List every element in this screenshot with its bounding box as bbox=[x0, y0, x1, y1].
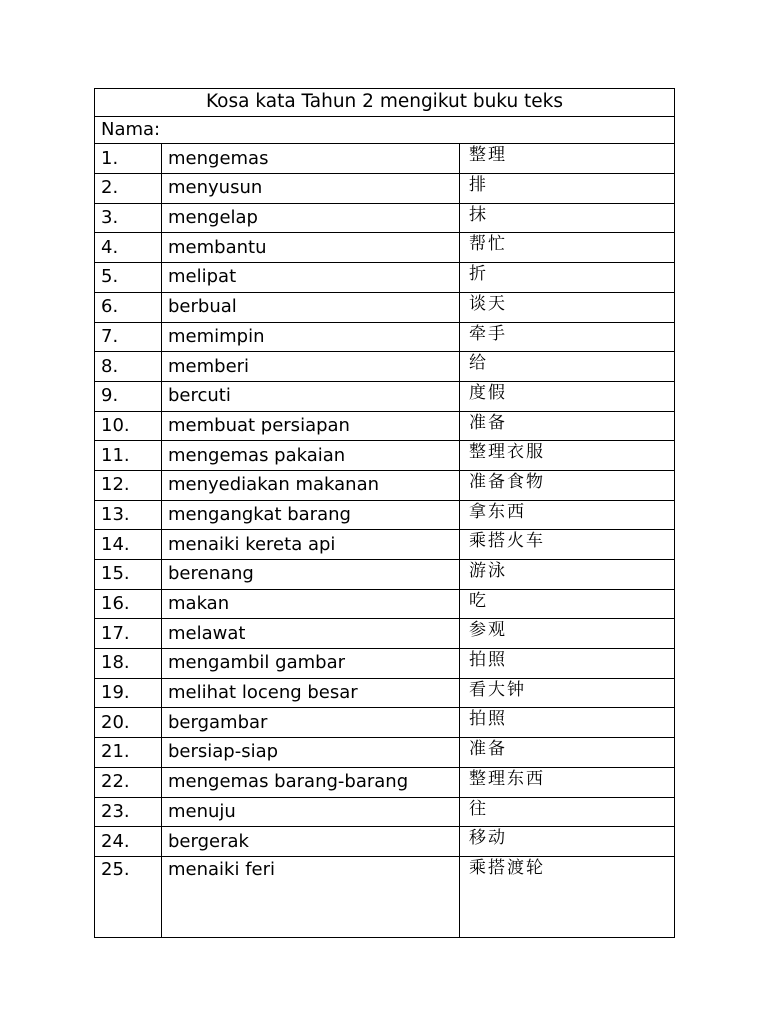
malay-word: bergambar bbox=[162, 708, 460, 738]
chinese-translation: 游泳 bbox=[460, 560, 675, 590]
malay-word: bergerak bbox=[162, 827, 460, 857]
row-number: 12. bbox=[95, 470, 162, 500]
table-row bbox=[95, 322, 675, 352]
malay-word: berbual bbox=[162, 292, 460, 322]
malay-word: menuju bbox=[162, 797, 460, 827]
row-number: 16. bbox=[95, 589, 162, 619]
table-row bbox=[95, 827, 675, 857]
table-row bbox=[95, 203, 675, 233]
chinese-translation: 往 bbox=[460, 797, 675, 827]
malay-word: mengambil gambar bbox=[162, 649, 460, 679]
table-row bbox=[95, 619, 675, 649]
malay-word: menyusun bbox=[162, 174, 460, 204]
malay-word: mengemas pakaian bbox=[162, 441, 460, 471]
malay-word: berenang bbox=[162, 560, 460, 590]
malay-word: makan bbox=[162, 589, 460, 619]
malay-word: bersiap-siap bbox=[162, 738, 460, 768]
vocabulary-table-body bbox=[95, 89, 675, 938]
malay-word: memimpin bbox=[162, 322, 460, 352]
table-row bbox=[95, 589, 675, 619]
chinese-translation: 准备 bbox=[460, 738, 675, 768]
table-row bbox=[95, 411, 675, 441]
chinese-translation: 拿东西 bbox=[460, 500, 675, 530]
row-number: 19. bbox=[95, 678, 162, 708]
chinese-translation: 准备食物 bbox=[460, 470, 675, 500]
row-number: 14. bbox=[95, 530, 162, 560]
vocabulary-table bbox=[94, 88, 675, 938]
chinese-translation: 排 bbox=[460, 174, 675, 204]
row-number: 25. bbox=[95, 856, 162, 937]
chinese-translation: 移动 bbox=[460, 827, 675, 857]
table-row bbox=[95, 470, 675, 500]
table-row bbox=[95, 856, 675, 937]
malay-word: membuat persiapan bbox=[162, 411, 460, 441]
malay-word: membantu bbox=[162, 233, 460, 263]
table-row bbox=[95, 381, 675, 411]
chinese-translation: 吃 bbox=[460, 589, 675, 619]
row-number: 5. bbox=[95, 263, 162, 293]
malay-word: melipat bbox=[162, 263, 460, 293]
row-number: 20. bbox=[95, 708, 162, 738]
row-number: 11. bbox=[95, 441, 162, 471]
malay-word: bercuti bbox=[162, 381, 460, 411]
row-number: 17. bbox=[95, 619, 162, 649]
chinese-translation: 拍照 bbox=[460, 708, 675, 738]
row-number: 18. bbox=[95, 649, 162, 679]
malay-word: mengemas bbox=[162, 144, 460, 174]
row-number: 8. bbox=[95, 352, 162, 382]
table-row bbox=[95, 797, 675, 827]
name-row bbox=[95, 116, 675, 144]
table-row bbox=[95, 500, 675, 530]
name-label: Nama: bbox=[95, 116, 675, 144]
row-number: 21. bbox=[95, 738, 162, 768]
row-number: 13. bbox=[95, 500, 162, 530]
row-number: 15. bbox=[95, 560, 162, 590]
malay-word: mengemas barang-barang bbox=[162, 767, 460, 797]
chinese-translation: 拍照 bbox=[460, 649, 675, 679]
title-row bbox=[95, 89, 675, 117]
chinese-translation: 乘搭火车 bbox=[460, 530, 675, 560]
chinese-translation: 整理 bbox=[460, 144, 675, 174]
table-row bbox=[95, 678, 675, 708]
malay-word: menaiki kereta api bbox=[162, 530, 460, 560]
chinese-translation: 抹 bbox=[460, 203, 675, 233]
malay-word: menyediakan makanan bbox=[162, 470, 460, 500]
chinese-translation: 乘搭渡轮 bbox=[460, 856, 675, 937]
chinese-translation: 谈天 bbox=[460, 292, 675, 322]
table-row bbox=[95, 352, 675, 382]
malay-word: menaiki feri bbox=[162, 856, 460, 937]
row-number: 2. bbox=[95, 174, 162, 204]
chinese-translation: 看大钟 bbox=[460, 678, 675, 708]
chinese-translation: 准备 bbox=[460, 411, 675, 441]
table-row bbox=[95, 560, 675, 590]
table-row bbox=[95, 441, 675, 471]
row-number: 24. bbox=[95, 827, 162, 857]
table-row bbox=[95, 530, 675, 560]
row-number: 22. bbox=[95, 767, 162, 797]
table-row bbox=[95, 263, 675, 293]
table-row bbox=[95, 292, 675, 322]
row-number: 7. bbox=[95, 322, 162, 352]
row-number: 23. bbox=[95, 797, 162, 827]
table-row bbox=[95, 738, 675, 768]
chinese-translation: 帮忙 bbox=[460, 233, 675, 263]
chinese-translation: 牵手 bbox=[460, 322, 675, 352]
table-row bbox=[95, 767, 675, 797]
chinese-translation: 给 bbox=[460, 352, 675, 382]
chinese-translation: 折 bbox=[460, 263, 675, 293]
table-row bbox=[95, 649, 675, 679]
malay-word: mengelap bbox=[162, 203, 460, 233]
row-number: 10. bbox=[95, 411, 162, 441]
malay-word: mengangkat barang bbox=[162, 500, 460, 530]
table-row bbox=[95, 144, 675, 174]
malay-word: melihat loceng besar bbox=[162, 678, 460, 708]
chinese-translation: 整理衣服 bbox=[460, 441, 675, 471]
row-number: 6. bbox=[95, 292, 162, 322]
malay-word: melawat bbox=[162, 619, 460, 649]
malay-word: memberi bbox=[162, 352, 460, 382]
row-number: 1. bbox=[95, 144, 162, 174]
row-number: 9. bbox=[95, 381, 162, 411]
chinese-translation: 参观 bbox=[460, 619, 675, 649]
chinese-translation: 整理东西 bbox=[460, 767, 675, 797]
row-number: 4. bbox=[95, 233, 162, 263]
row-number: 3. bbox=[95, 203, 162, 233]
table-row bbox=[95, 708, 675, 738]
table-row bbox=[95, 233, 675, 263]
chinese-translation: 度假 bbox=[460, 381, 675, 411]
worksheet-title: Kosa kata Tahun 2 mengikut buku teks bbox=[95, 89, 675, 117]
table-row bbox=[95, 174, 675, 204]
